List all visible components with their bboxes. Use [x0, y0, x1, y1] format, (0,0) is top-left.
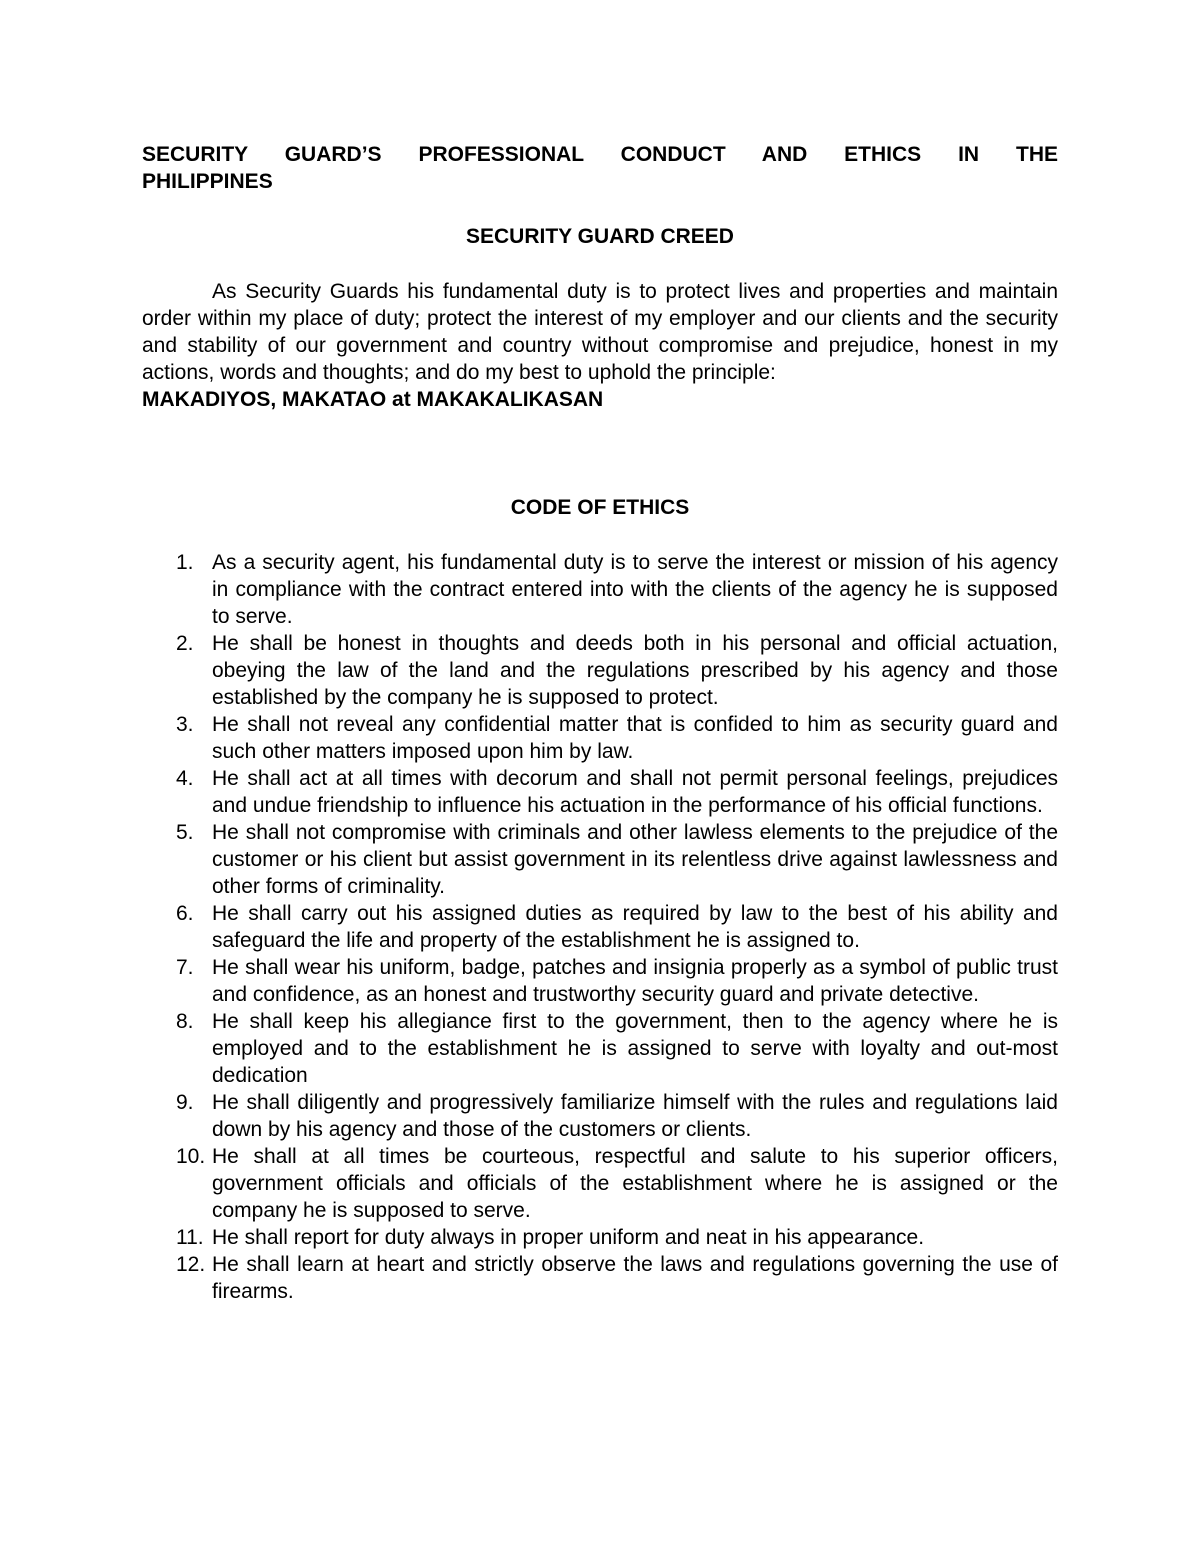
- ethics-item-number: 8.: [176, 1010, 194, 1033]
- ethics-item-text: He shall at all times be courteous, respectful and salute to his superior officers, government officials and officials of the establishment where he is assigned or the company he is supposed to serve.: [212, 1145, 1058, 1222]
- ethics-item-text: He shall act at all times with decorum and shall not permit personal feelings, prejudices and undue friendship to influence his actuation in the performance of his official functions.: [212, 767, 1058, 817]
- ethics-item: [142, 954, 1058, 1008]
- ethics-item-number: 9.: [176, 1091, 194, 1114]
- ethics-item-text: He shall learn at heart and strictly observe the laws and regulations governing the use of firearms.: [212, 1253, 1058, 1303]
- ethics-item-text: He shall wear his uniform, badge, patches and insignia properly as a symbol of public trust and confidence, as an honest and trustworthy security guard and private detective.: [212, 956, 1058, 1006]
- ethics-item-number: 2.: [176, 632, 194, 655]
- ethics-item: [142, 549, 1058, 630]
- ethics-item: [142, 765, 1058, 819]
- ethics-item: [142, 900, 1058, 954]
- ethics-item: [142, 711, 1058, 765]
- creed-heading: SECURITY GUARD CREED: [466, 225, 734, 248]
- ethics-item-text: He shall diligently and progressively familiarize himself with the rules and regulations laid down by his agency and those of the customers or clients.: [212, 1091, 1058, 1141]
- ethics-item-number: 6.: [176, 902, 194, 925]
- ethics-item-number: 11.: [176, 1226, 204, 1249]
- ethics-item: [142, 1224, 1058, 1251]
- document-body: [142, 141, 1058, 1305]
- ethics-item-number: 1.: [176, 551, 194, 574]
- ethics-item: [142, 1089, 1058, 1143]
- ethics-item-text: He shall be honest in thoughts and deeds both in his personal and official actuation, obeying the law of the land and the regulations prescribed by his agency and those established by the company he is supposed to protect.: [212, 632, 1058, 709]
- ethics-item-text: He shall carry out his assigned duties as required by law to the best of his ability and safeguard the life and property of the establishment he is assigned to.: [212, 902, 1058, 952]
- ethics-item-number: 4.: [176, 767, 194, 790]
- ethics-item: [142, 1251, 1058, 1305]
- ethics-item-text: As a security agent, his fundamental duty is to serve the interest or mission of his agency in compliance with the contract entered into with the clients of the agency he is supposed to serve.: [212, 551, 1058, 628]
- ethics-list: [142, 549, 1058, 1305]
- document-title-line-2: PHILIPPINES: [142, 170, 273, 193]
- creed-principle: MAKADIYOS, MAKATAO at MAKAKALIKASAN: [142, 388, 604, 411]
- ethics-item-text: He shall not reveal any confidential matter that is confided to him as security guard and such other matters imposed upon him by law.: [212, 713, 1058, 763]
- document-title: [142, 141, 1058, 195]
- ethics-item: [142, 630, 1058, 711]
- ethics-item-text: He shall keep his allegiance first to the government, then to the agency where he is employed and to the establishment he is assigned to serve with loyalty and out-most dedication: [212, 1010, 1058, 1087]
- ethics-item-number: 7.: [176, 956, 194, 979]
- ethics-item-text: He shall not compromise with criminals and other lawless elements to the prejudice of the customer or his client but assist government in its relentless drive against lawlessness and other forms of criminality.: [212, 821, 1058, 898]
- ethics-item-number: 10.: [176, 1145, 206, 1168]
- creed-paragraph: As Security Guards his fundamental duty is to protect lives and properties and maintain order within my place of duty; protect the interest of my employer and our clients and the security and stability of our government and country without compromise and prejudice, honest in my actions, words and thoughts; and do my best to uphold the principle:: [142, 280, 1058, 384]
- ethics-item: [142, 1008, 1058, 1089]
- ethics-item-number: 5.: [176, 821, 194, 844]
- ethics-item-number: 3.: [176, 713, 194, 736]
- ethics-heading: CODE OF ETHICS: [510, 496, 690, 519]
- ethics-item-text: He shall report for duty always in proper uniform and neat in his appearance.: [212, 1226, 925, 1249]
- document-title-line-1: SECURITY GUARD’S PROFESSIONAL CONDUCT AND ETHICS IN THE: [142, 143, 1058, 166]
- ethics-item: [142, 819, 1058, 900]
- ethics-item-number: 12.: [176, 1253, 206, 1276]
- ethics-item: [142, 1143, 1058, 1224]
